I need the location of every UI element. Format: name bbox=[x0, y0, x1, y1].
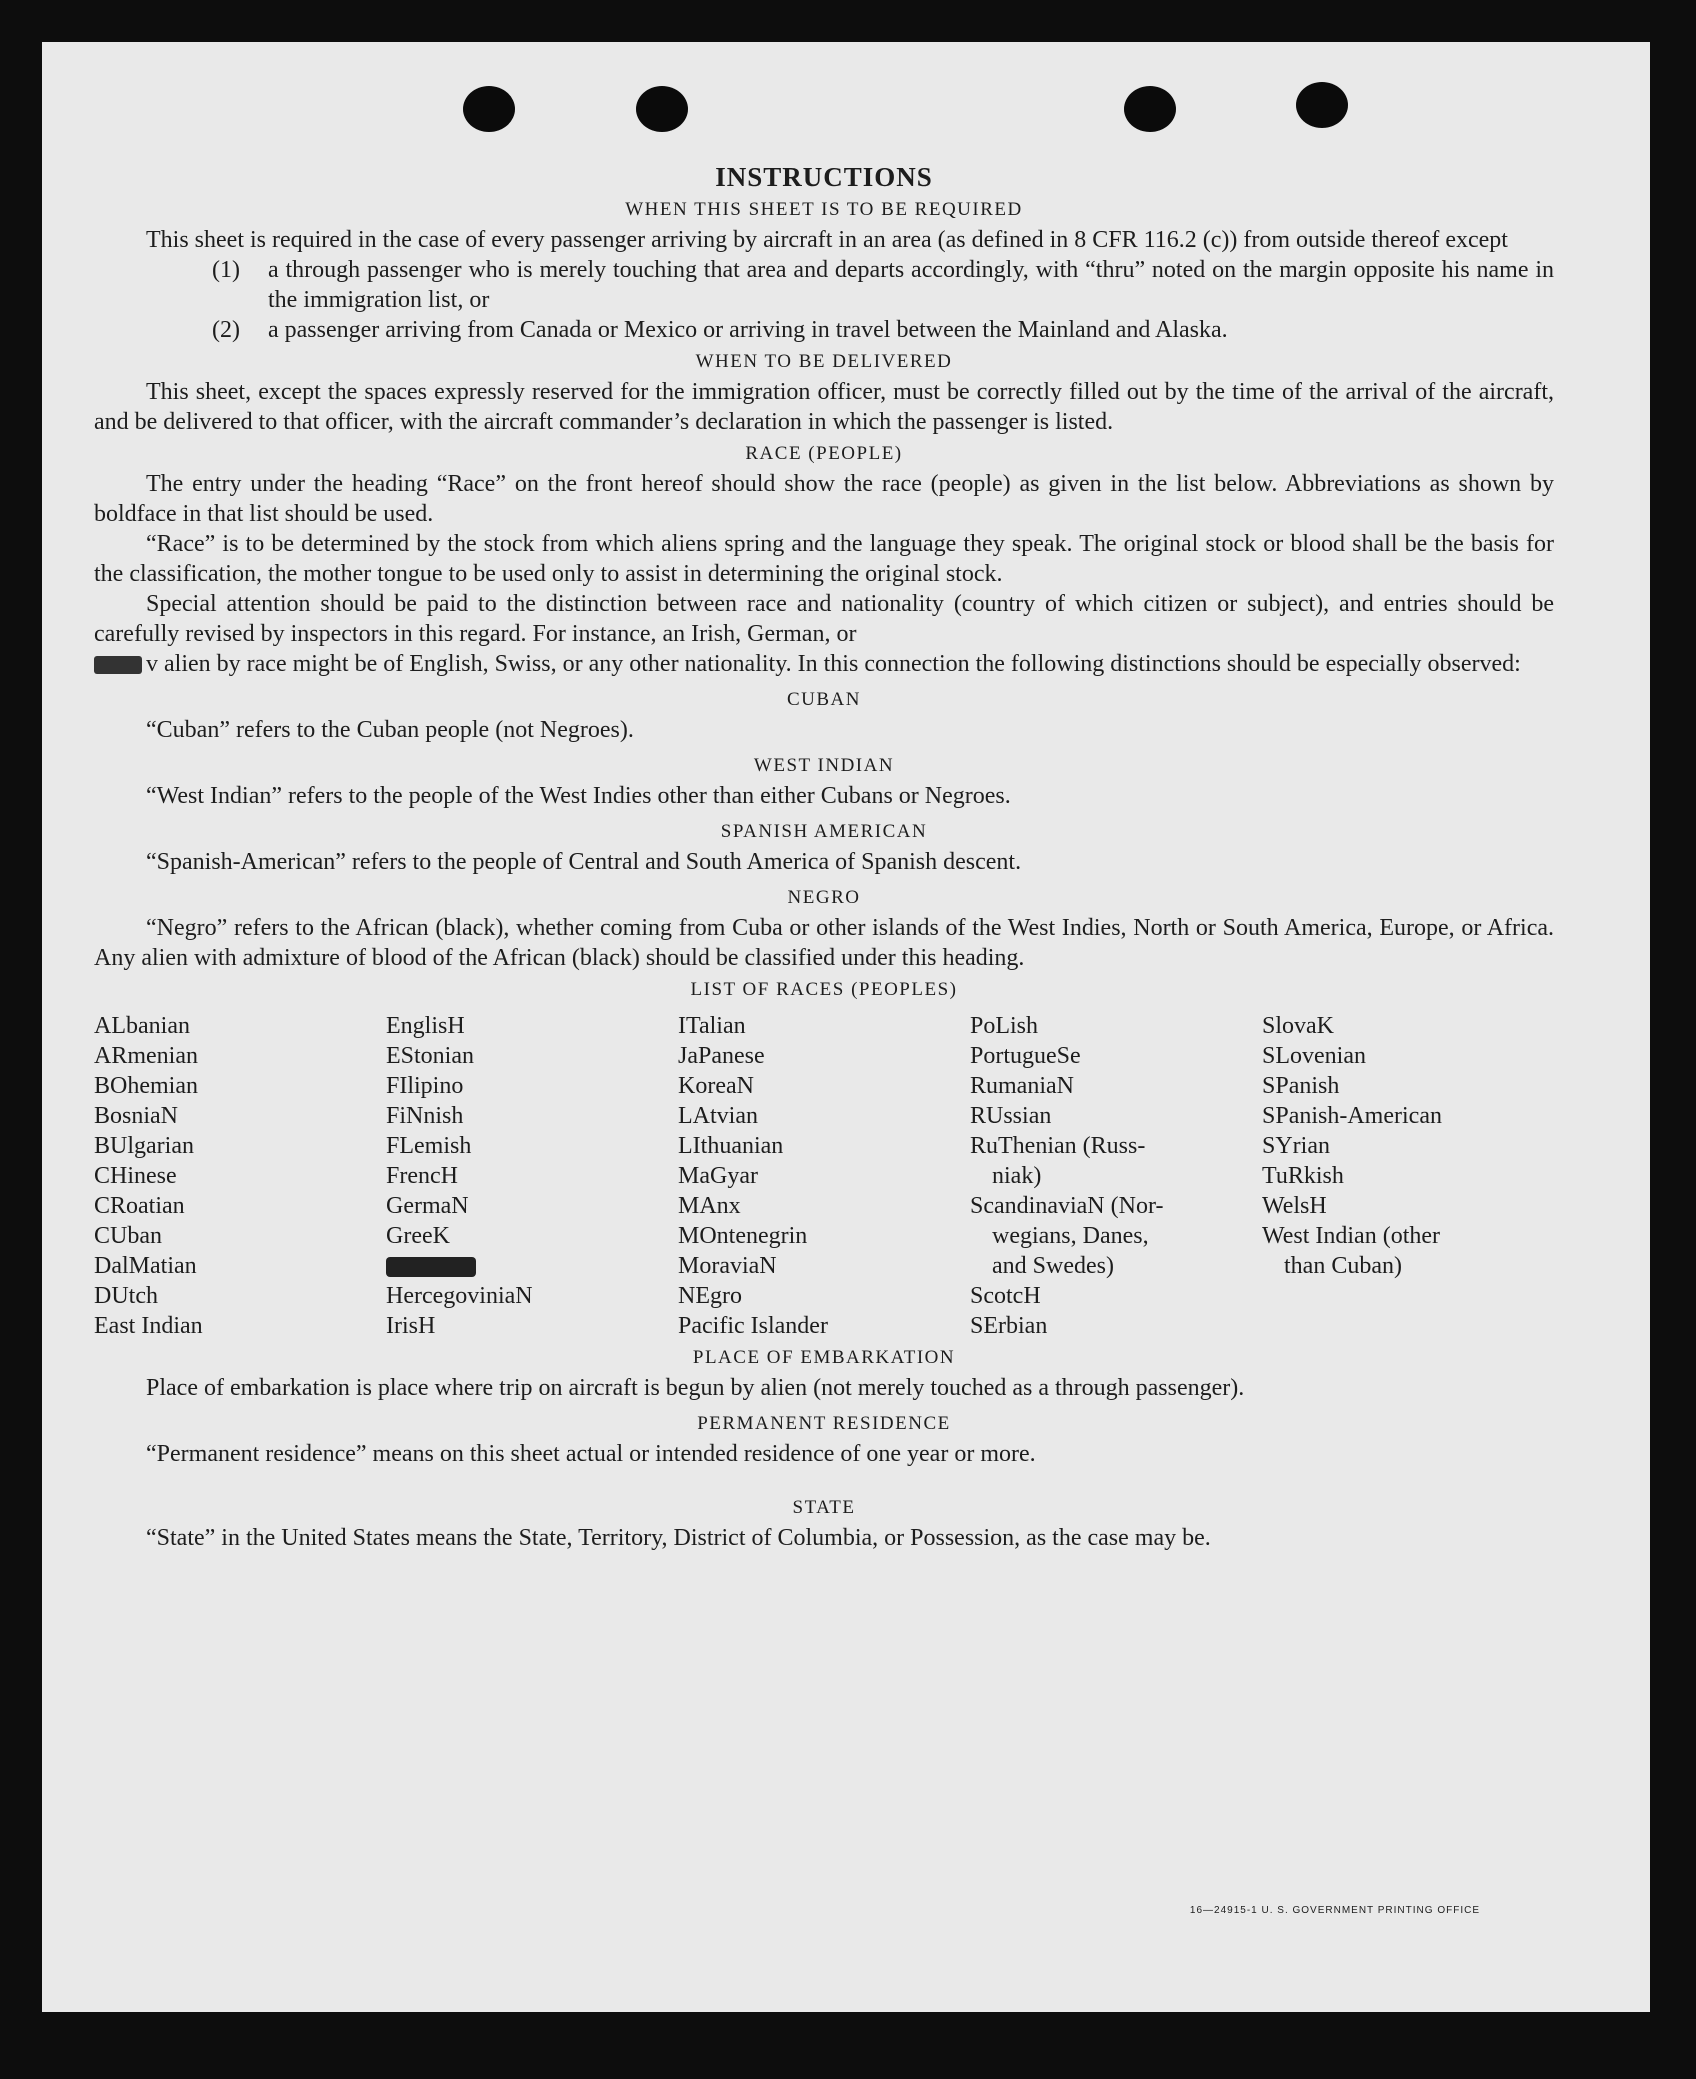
cuban-text: “Cuban” refers to the Cuban people (not Negroes). bbox=[146, 717, 634, 743]
race-entry: FIlipino bbox=[386, 1073, 464, 1099]
spanish-american-text: “Spanish-American” refers to the people of Central and South America of Spanish descent. bbox=[146, 849, 1022, 875]
race-entry: FrencH bbox=[386, 1163, 458, 1189]
race-entry: BosniaN bbox=[94, 1103, 178, 1129]
race-entry: EnglisH bbox=[386, 1013, 465, 1039]
race-entry: SPanish-American bbox=[1262, 1103, 1442, 1129]
race-entry: CRoatian bbox=[94, 1193, 185, 1219]
race-entry: BUlgarian bbox=[94, 1133, 194, 1159]
race-column bbox=[678, 1011, 970, 1341]
race-entry: NEgro bbox=[678, 1283, 742, 1309]
race-entry: GreeK bbox=[386, 1223, 450, 1249]
race-entry: CUban bbox=[94, 1223, 162, 1249]
race-entry: RuThenian (Russ- bbox=[970, 1133, 1146, 1159]
item-number: (1) bbox=[212, 257, 240, 283]
race-entry: and Swedes) bbox=[992, 1253, 1114, 1279]
race-entry: GermaN bbox=[386, 1193, 469, 1219]
race-entry: PoLish bbox=[970, 1013, 1039, 1039]
page-title: INSTRUCTIONS bbox=[715, 162, 933, 192]
race-entry: East Indian bbox=[94, 1313, 203, 1339]
race-paragraph-2: “Race” is to be determined by the stock from which aliens spring and the language they speak. The original stock or blood shall be the basis for the classification, the mother tongue to be used only to assist in determining the original stock. bbox=[94, 531, 1554, 587]
race-entry: KoreaN bbox=[678, 1073, 754, 1099]
residence-text: “Permanent residence” means on this sheet actual or intended residence of one year or more. bbox=[146, 1441, 1036, 1467]
section-heading-required: WHEN THIS SHEET IS TO BE REQUIRED bbox=[625, 199, 1023, 220]
race-entry: FiNnish bbox=[386, 1103, 464, 1129]
punch-hole bbox=[1296, 82, 1348, 128]
race-entry: SPanish bbox=[1262, 1073, 1340, 1099]
race-entry: SYrian bbox=[1262, 1133, 1330, 1159]
race-entry: EStonian bbox=[386, 1043, 474, 1069]
race-entry: CHinese bbox=[94, 1163, 177, 1189]
race-column bbox=[94, 1011, 386, 1341]
race-paragraph-3a: Special attention should be paid to the distinction between race and nationality (country of which citizen or subject), and entries should be carefully revised by inspectors in this regard. For instance, an Irish, German, or bbox=[94, 591, 1554, 647]
section-heading-spanish-american: SPANISH AMERICAN bbox=[720, 821, 928, 842]
race-entry: MaGyar bbox=[678, 1163, 758, 1189]
state-text: “State” in the United States means the State, Territory, District of Columbia, or Possession, as the case may be. bbox=[146, 1525, 1211, 1551]
race-column bbox=[386, 1011, 678, 1341]
section-heading-cuban: CUBAN bbox=[786, 689, 861, 710]
race-entry: PortugueSe bbox=[970, 1043, 1081, 1069]
race-paragraph-3b bbox=[94, 649, 1554, 679]
item-number: (2) bbox=[212, 317, 240, 343]
race-entry-redacted bbox=[386, 1251, 678, 1281]
punch-hole bbox=[1124, 86, 1176, 132]
negro-text: “Negro” refers to the African (black), whether coming from Cuba or other islands of the West Indies, North or South America, Europe, or Africa. Any alien with admixture of blood of the African (black) should be classified under this heading. bbox=[94, 915, 1554, 971]
race-entry: RumaniaN bbox=[970, 1073, 1074, 1099]
section-heading-west-indian: WEST INDIAN bbox=[753, 755, 895, 776]
race-entry: MAnx bbox=[678, 1193, 741, 1219]
race-entry: SlovaK bbox=[1262, 1013, 1334, 1039]
race-paragraph-1: The entry under the heading “Race” on the front hereof should show the race (people) as given in the list below. Abbreviations as shown by boldface in that list should be used. bbox=[94, 471, 1554, 527]
race-entry: ARmenian bbox=[94, 1043, 198, 1069]
race-entry: ALbanian bbox=[94, 1013, 190, 1039]
race-column bbox=[1262, 1011, 1554, 1341]
punch-hole bbox=[463, 86, 515, 132]
instructions-content bbox=[94, 162, 1554, 1553]
section-heading-residence: PERMANENT RESIDENCE bbox=[697, 1413, 951, 1434]
race-entry: TuRkish bbox=[1262, 1163, 1344, 1189]
section-heading-state: STATE bbox=[792, 1497, 856, 1518]
section-heading-embarkation: PLACE OF EMBARKATION bbox=[692, 1347, 956, 1368]
race-entry: than Cuban) bbox=[1284, 1253, 1402, 1279]
race-entry: HercegoviniaN bbox=[386, 1283, 533, 1309]
list-item bbox=[94, 315, 1554, 345]
document-page bbox=[42, 42, 1650, 2012]
race-entry: DUtch bbox=[94, 1283, 158, 1309]
race-entry: WelsH bbox=[1262, 1193, 1327, 1219]
delivered-text: This sheet, except the spaces expressly reserved for the immigration officer, must be correctly filled out by the time of the arrival of the aircraft, and be delivered to that officer, with the aircraft commander’s declaration in which the passenger is listed. bbox=[94, 379, 1554, 435]
race-entry: LIthuanian bbox=[678, 1133, 784, 1159]
race-entry: niak) bbox=[992, 1163, 1042, 1189]
item-text: a through passenger who is merely touching that area and departs accordingly, with “thru” noted on the margin opposite his name in the immigration list, or bbox=[268, 257, 1554, 313]
race-entry: MoraviaN bbox=[678, 1253, 777, 1279]
race-column bbox=[970, 1011, 1262, 1341]
punch-hole bbox=[636, 86, 688, 132]
race-entry: SErbian bbox=[970, 1313, 1048, 1339]
race-entry: JaPanese bbox=[678, 1043, 765, 1069]
race-entry: SLovenian bbox=[1262, 1043, 1366, 1069]
race-entry: ScandinaviaN (Nor- bbox=[970, 1193, 1164, 1219]
race-entry: ScotcH bbox=[970, 1283, 1041, 1309]
redaction-mark bbox=[94, 656, 142, 674]
race-entry: BOhemian bbox=[94, 1073, 198, 1099]
section-heading-delivered: WHEN TO BE DELIVERED bbox=[695, 351, 953, 372]
west-indian-text: “West Indian” refers to the people of the West Indies other than either Cubans or Negroes. bbox=[146, 783, 1011, 809]
race-paragraph-3b-text: v alien by race might be of English, Swiss, or any other nationality. In this connection the following distinctions should be especially observed: bbox=[146, 651, 1521, 677]
required-intro: This sheet is required in the case of every passenger arriving by aircraft in an area (as defined in 8 CFR 116.2 (c)) from outside thereof except bbox=[146, 227, 1508, 253]
list-item bbox=[94, 255, 1554, 315]
race-entry: FLemish bbox=[386, 1133, 472, 1159]
race-entry: MOntenegrin bbox=[678, 1223, 808, 1249]
race-entry: IrisH bbox=[386, 1313, 436, 1339]
embarkation-text: Place of embarkation is place where trip on aircraft is begun by alien (not merely touched as a through passenger). bbox=[146, 1375, 1245, 1401]
redaction-mark bbox=[386, 1257, 476, 1277]
item-text: a passenger arriving from Canada or Mexico or arriving in travel between the Mainland and Alaska. bbox=[268, 317, 1228, 343]
section-heading-race: RACE (PEOPLE) bbox=[745, 443, 903, 464]
race-entry: LAtvian bbox=[678, 1103, 758, 1129]
section-heading-races: LIST OF RACES (PEOPLES) bbox=[690, 979, 958, 1000]
race-entry: RUssian bbox=[970, 1103, 1052, 1129]
printing-office-code: 16—24915-1 U. S. GOVERNMENT PRINTING OFFICE bbox=[1189, 1905, 1480, 1916]
race-entry: DalMatian bbox=[94, 1253, 197, 1279]
race-list bbox=[94, 1011, 1554, 1341]
race-entry: wegians, Danes, bbox=[992, 1223, 1149, 1249]
section-heading-negro: NEGRO bbox=[787, 887, 861, 908]
race-entry: ITalian bbox=[678, 1013, 746, 1039]
race-entry: Pacific Islander bbox=[678, 1313, 828, 1339]
race-entry: West Indian (other bbox=[1262, 1223, 1441, 1249]
